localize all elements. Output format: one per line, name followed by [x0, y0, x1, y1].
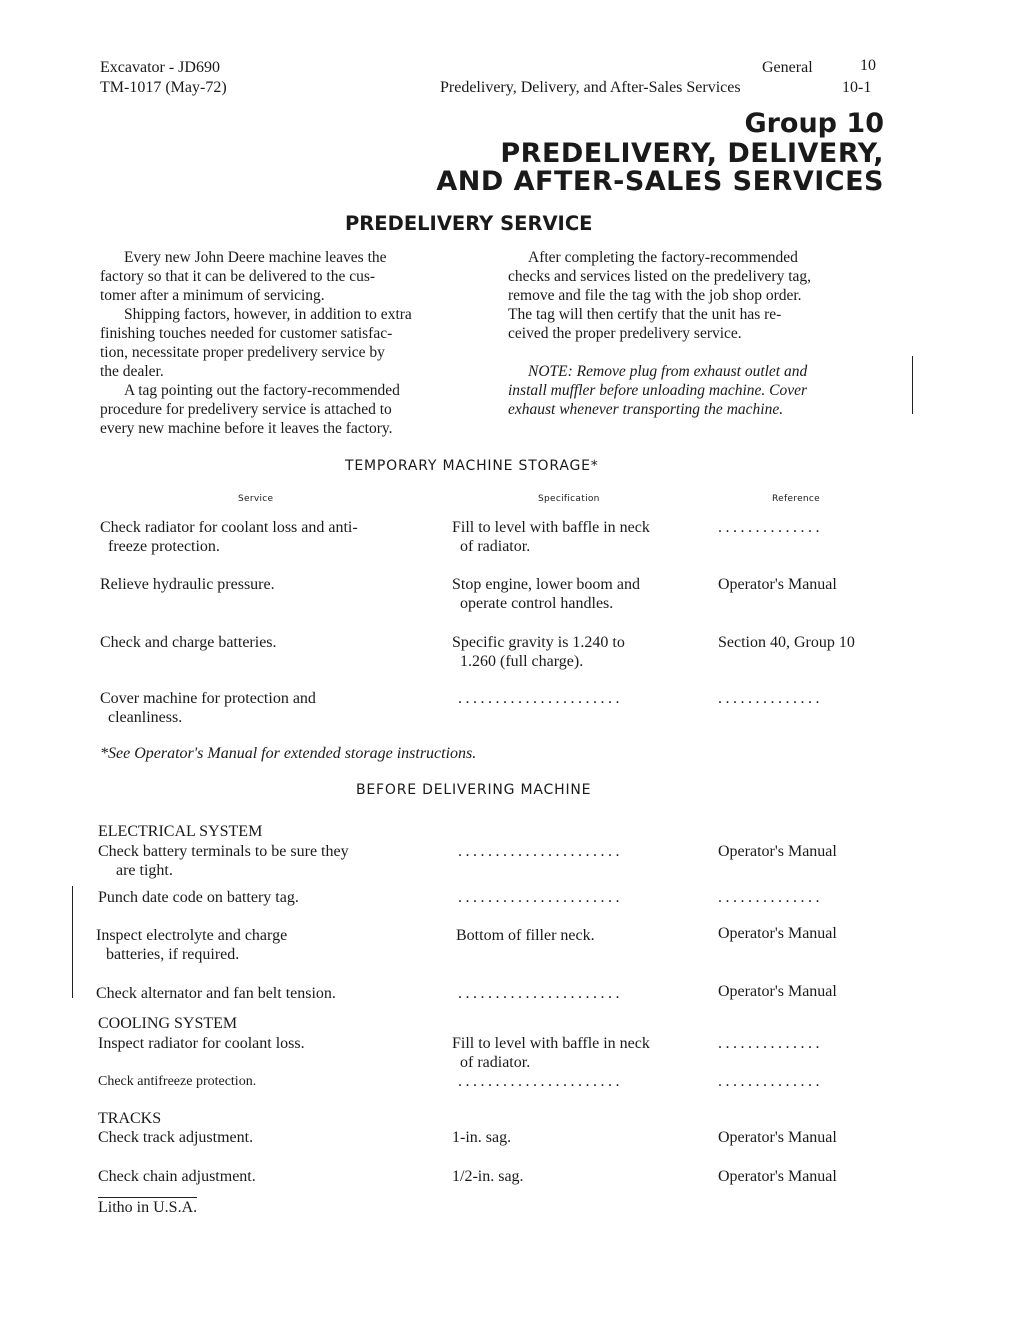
note-line: NOTE: Remove plug from exhaust outlet and — [528, 363, 808, 380]
reference-text: Operator's Manual — [718, 1168, 837, 1185]
spec-cell — [452, 1034, 650, 1072]
service-text: Check battery terminals to be sure they — [98, 843, 349, 860]
service-text: are tight. — [116, 862, 173, 879]
left-p3-line: every new machine before it leaves the factory. — [100, 420, 393, 437]
exhaust-note — [508, 362, 893, 419]
table-row — [98, 1072, 256, 1091]
left-p3-line: procedure for predelivery service is attached to — [100, 401, 392, 418]
spec-text: Bottom of filler neck. — [456, 927, 595, 944]
reference-text: Operator's Manual — [718, 1129, 837, 1146]
group-title-line-1: PREDELIVERY, DELIVERY, — [500, 138, 884, 169]
spec-text: Fill to level with baffle in neck — [452, 519, 650, 536]
predelivery-heading: PREDELIVERY SERVICE — [345, 212, 593, 235]
spec-text: of radiator. — [460, 1054, 531, 1071]
spec-text: 1.260 (full charge). — [460, 653, 584, 670]
left-p2-line: tion, necessitate proper predelivery service by — [100, 344, 385, 361]
reference-text: .............. — [718, 690, 823, 707]
group-title-line-2: AND AFTER-SALES SERVICES — [436, 166, 884, 197]
spec-text: ...................... — [458, 889, 623, 906]
service-text: cleanliness. — [108, 709, 183, 726]
note-line: install muffler before unloading machine. Cover — [508, 382, 808, 399]
reference-text: Section 40, Group 10 — [718, 634, 855, 651]
left-p2-line: Shipping factors, however, in addition to extra — [124, 306, 412, 323]
table-row — [98, 888, 299, 907]
left-p1-line: factory so that it can be delivered to the cus- — [100, 268, 376, 285]
service-text: freeze protection. — [108, 538, 220, 555]
spec-text: Fill to level with baffle in neck — [452, 1035, 650, 1052]
group-label: Group 10 — [744, 108, 884, 139]
header-group-label: Predelivery, Delivery, and After-Sales Services — [440, 79, 741, 96]
spec-text: ...................... — [458, 1073, 623, 1090]
left-p2-line: the dealer. — [100, 363, 164, 380]
cooling-system-title: COOLING SYSTEM — [98, 1015, 238, 1032]
tracks-title: TRACKS — [98, 1110, 162, 1127]
table-row — [98, 1167, 256, 1186]
storage-footnote: *See Operator's Manual for extended storage instructions. — [100, 745, 477, 762]
reference-text: .............. — [718, 1035, 823, 1052]
left-p2-line: finishing touches needed for customer satisfac- — [100, 325, 393, 342]
service-text: Punch date code on battery tag. — [98, 889, 299, 906]
spec-cell — [452, 633, 625, 671]
service-text: Check track adjustment. — [98, 1129, 254, 1146]
predelivery-right-column — [508, 248, 893, 343]
left-p3-line: A tag pointing out the factory-recommended — [124, 382, 400, 399]
column-header-service: Service — [238, 494, 274, 504]
table-row — [100, 633, 277, 652]
spec-text: operate control handles. — [460, 595, 614, 612]
spec-text: Stop engine, lower boom and — [452, 576, 640, 593]
right-p1-line: The tag will then certify that the unit has re- — [508, 306, 782, 323]
electrical-system-title: ELECTRICAL SYSTEM — [98, 823, 263, 840]
header-section-label: General — [762, 59, 813, 76]
service-text: Check chain adjustment. — [98, 1168, 256, 1185]
right-p1-line: remove and file the tag with the job shop order. — [508, 287, 802, 304]
spec-text: 1/2-in. sag. — [452, 1168, 524, 1185]
spec-text: ...................... — [458, 985, 623, 1002]
table-row — [98, 1128, 253, 1147]
left-p1-line: tomer after a minimum of servicing. — [100, 287, 325, 304]
service-text: Check and charge batteries. — [100, 634, 277, 651]
spec-text: ...................... — [458, 690, 623, 707]
right-p1-line: checks and services listed on the predelivery tag, — [508, 268, 811, 285]
service-text: Inspect electrolyte and charge — [96, 927, 288, 944]
reference-text: Operator's Manual — [718, 983, 837, 1000]
header-model: Excavator - JD690 — [100, 59, 220, 76]
delivering-heading: BEFORE DELIVERING MACHINE — [356, 782, 592, 798]
service-text: Relieve hydraulic pressure. — [100, 576, 275, 593]
service-text: Check alternator and fan belt tension. — [96, 985, 336, 1002]
service-text: Check antifreeze protection. — [98, 1074, 257, 1089]
column-header-specification: Specification — [538, 494, 600, 504]
spec-text: Specific gravity is 1.240 to — [452, 634, 625, 651]
service-text: Check radiator for coolant loss and anti- — [100, 519, 358, 536]
note-line: exhaust whenever transporting the machine. — [508, 401, 784, 418]
table-row — [98, 842, 443, 880]
spec-text: 1-in. sag. — [452, 1129, 512, 1146]
service-text: Inspect radiator for coolant loss. — [98, 1035, 305, 1052]
storage-heading: TEMPORARY MACHINE STORAGE* — [345, 458, 599, 474]
litho-footer: Litho in U.S.A. — [98, 1199, 198, 1216]
change-bar — [72, 886, 73, 998]
reference-text: .............. — [718, 519, 823, 536]
spec-text: ...................... — [458, 843, 623, 860]
predelivery-left-column — [100, 248, 480, 438]
spec-cell — [452, 518, 650, 556]
right-p1-line: ceived the proper predelivery service. — [508, 325, 742, 342]
reference-text: Operator's Manual — [718, 843, 837, 860]
table-row — [96, 984, 336, 1003]
table-row — [100, 689, 316, 727]
spec-cell — [452, 575, 640, 613]
header-page-number: 10-1 — [842, 79, 872, 96]
change-bar — [912, 356, 913, 414]
right-p1-line: After completing the factory-recommended — [528, 249, 798, 266]
reference-text: Operator's Manual — [718, 925, 837, 942]
table-row — [100, 575, 275, 594]
column-header-reference: Reference — [772, 494, 821, 504]
table-row — [96, 926, 287, 964]
header-section-number: 10 — [860, 57, 876, 74]
service-text: batteries, if required. — [106, 946, 240, 963]
header-manual-id: TM-1017 (May-72) — [100, 79, 227, 96]
service-text: Cover machine for protection and — [100, 690, 316, 707]
reference-text: Operator's Manual — [718, 576, 837, 593]
table-row — [100, 518, 445, 556]
left-p1-line: Every new John Deere machine leaves the — [124, 249, 387, 266]
reference-text: .............. — [718, 1073, 823, 1090]
table-row — [98, 1034, 305, 1053]
reference-text: .............. — [718, 889, 823, 906]
spec-text: of radiator. — [460, 538, 531, 555]
